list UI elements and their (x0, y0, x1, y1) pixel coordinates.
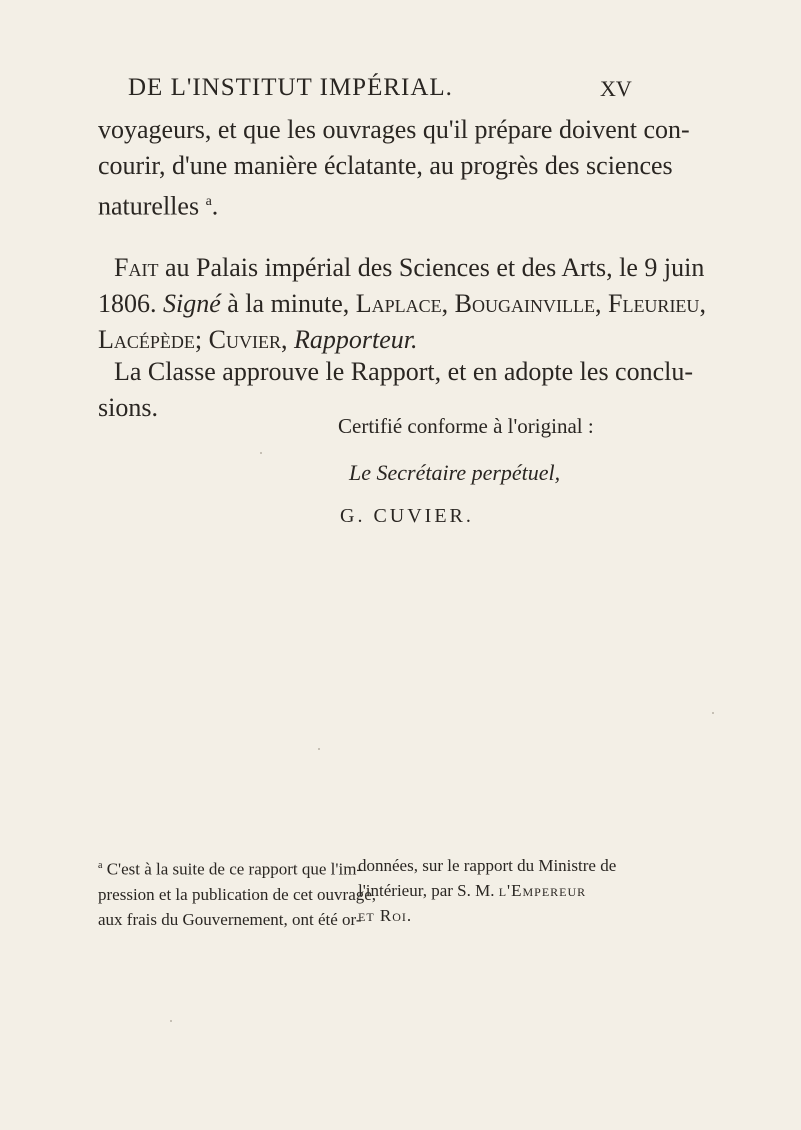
footnote-line (98, 853, 363, 882)
page-number: XV (600, 76, 632, 101)
fait-word: Fait (114, 253, 159, 282)
signe-word: Signé (163, 289, 221, 318)
footnote-line: et Roi. (358, 906, 413, 925)
footnote-line (358, 878, 648, 903)
footnote-line: données, sur le rapport du Ministre de (358, 856, 617, 875)
footnote-right-column (358, 853, 648, 928)
signature-name: G. CUVIER. (340, 505, 474, 527)
paper-speck (712, 712, 714, 714)
text-segment: l'intérieur, par S. M. (358, 881, 499, 900)
footnote-left-column (98, 853, 377, 932)
text-line: La Classe approuve le Rapport, et en adopte les conclu- (114, 357, 694, 386)
text-line (98, 184, 638, 225)
text-segment: naturelles (98, 191, 200, 221)
text-segment: à la minute, (220, 289, 356, 318)
text-line: 1806. Signé à la minute, Laplace, Bougainville, Fleurieu, (98, 289, 706, 318)
footnote-marker: a (98, 860, 103, 871)
text-line: Lacépède; Cuvier, Rapporteur. (98, 325, 418, 354)
text-line: sions. (98, 393, 158, 422)
text-segment: . (211, 191, 219, 221)
paragraph-voyageurs (98, 112, 690, 225)
name-cuvier: Cuvier (208, 325, 281, 354)
footnote-line: pression et la publication de cet ouvrage, (98, 884, 377, 904)
running-title: DE L'INSTITUT IMPÉRIAL. (128, 74, 453, 101)
secretary-title: Le Secrétaire perpétuel, (349, 460, 561, 485)
name-bougainville: Bougainville (454, 289, 595, 318)
text-line: voyageurs, et que les ouvrages qu'il prépare doivent con- (98, 115, 690, 144)
year: 1806. (98, 289, 157, 318)
empereur-word: l'Empereur (498, 881, 587, 900)
paper-speck (170, 1020, 172, 1022)
name-lacepede: Lacépède (98, 325, 195, 354)
name-laplace: Laplace (355, 289, 442, 318)
footnote-reference: a (205, 194, 212, 209)
footnote-line: aux frais du Gouvernement, ont été or- (98, 909, 362, 929)
paper-speck (260, 452, 262, 454)
certification-line: Certifié conforme à l'original : (338, 414, 594, 438)
text-line: courir, d'une manière éclatante, au progrès des sciences (98, 151, 673, 180)
text-segment: C'est à la suite de ce rapport que l'im- (102, 859, 363, 879)
running-header (128, 74, 628, 102)
name-fleurieu: Fleurieu (607, 289, 700, 318)
paper-speck (318, 748, 320, 750)
text-segment: au Palais impérial des Sciences et des Arts, le 9 juin (158, 253, 705, 282)
text-line (98, 250, 705, 286)
paragraph-fait (98, 250, 706, 358)
rapporteur-word: Rapporteur. (293, 325, 418, 354)
